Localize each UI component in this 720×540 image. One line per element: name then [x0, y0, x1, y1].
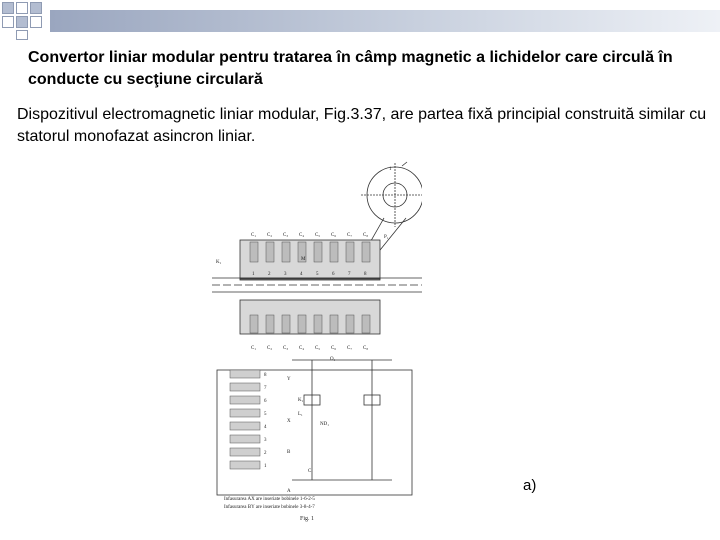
top-slot-label: C₅	[315, 233, 321, 238]
deco-square	[16, 16, 28, 28]
circuit-coil	[230, 383, 260, 391]
deco-square	[30, 16, 42, 28]
stator-slot	[314, 315, 322, 333]
fig-label-b: B	[287, 450, 291, 455]
figure-letter: a)	[523, 477, 537, 494]
stator-slot	[266, 315, 274, 333]
fig-label-m: M	[301, 257, 306, 262]
coil-number: 5	[316, 272, 319, 277]
stator-slot	[282, 242, 290, 262]
coil-number: 1	[252, 272, 255, 277]
stator-slot	[282, 315, 290, 333]
header-bar	[50, 10, 720, 32]
bottom-slot-label: C₂	[267, 346, 273, 351]
circuit-coil	[230, 396, 260, 404]
coil-number: 3	[284, 272, 287, 277]
bottom-slot-label: C₈	[363, 346, 369, 351]
fig-caption: Fig. 1	[300, 516, 315, 522]
bottom-slot-label: C₃	[283, 346, 289, 351]
top-slot-label: C₄	[299, 233, 305, 238]
fig-label-kd: K₁	[298, 398, 304, 403]
fig-label-k: K₁	[216, 260, 222, 265]
circuit-coil	[230, 448, 260, 456]
fig-label-p: P₁	[384, 235, 389, 240]
circuit-coil-number: 3	[264, 438, 267, 443]
stator-slot	[346, 242, 354, 262]
stator-bottom	[240, 300, 380, 334]
coil-number: 2	[268, 272, 271, 277]
stator-slot	[362, 315, 370, 333]
circuit-coil-number: 2	[264, 451, 267, 456]
stator-slot	[330, 242, 338, 262]
bottom-slot-label: C₄	[299, 346, 305, 351]
stator-slot	[330, 315, 338, 333]
fig-note-2: Infasurarea BY are inseriate bobinele 3-8-4-7	[224, 505, 315, 510]
fig-label-a: A	[287, 489, 291, 494]
circuit-coil	[230, 461, 260, 469]
deco-square	[16, 2, 28, 14]
stator-slot	[266, 242, 274, 262]
fig-label-c: C	[308, 469, 312, 474]
top-slot-label: C₆	[331, 233, 337, 238]
stator-slot	[346, 315, 354, 333]
slide-body: Dispozitivul electromagnetic liniar modular, Fig.3.37, are partea fixă principial construită similar cu statorul monofazat asincron liniar.	[17, 106, 707, 145]
bottom-slot-label: C₇	[347, 346, 353, 351]
fig-label-ld: L₁	[298, 412, 303, 417]
bottom-slot-label: C₅	[315, 346, 321, 351]
stator-slot	[298, 315, 306, 333]
circuit-coil-number: 5	[264, 412, 267, 417]
stator-slot	[250, 315, 258, 333]
top-slot-label: C₈	[363, 233, 369, 238]
fig-label-y: Y	[287, 377, 291, 382]
stator-slot	[314, 242, 322, 262]
circuit-coil-number: 6	[264, 399, 267, 404]
fig-label-nd: ND₁	[320, 422, 329, 427]
coil-number: 7	[348, 272, 351, 277]
circuit-coil	[230, 370, 260, 378]
circuit-coil	[230, 409, 260, 417]
bottom-slot-label: C₆	[331, 346, 337, 351]
fig-label-1: 1	[389, 167, 392, 172]
coil-number: 4	[300, 272, 303, 277]
fig-label-x: X	[287, 419, 291, 424]
deco-square	[2, 2, 14, 14]
fig-label-o: O₁	[330, 357, 336, 362]
deco-square	[16, 30, 28, 40]
circuit-coil	[230, 435, 260, 443]
top-slot-label: C₁	[251, 233, 257, 238]
stator-slot	[362, 242, 370, 262]
coil-number: 8	[364, 272, 367, 277]
top-slot-label: C₇	[347, 233, 353, 238]
circuit-coil	[230, 422, 260, 430]
top-slot-label: C₃	[283, 233, 289, 238]
circuit-coil-number: 1	[264, 464, 267, 469]
slide-title: Convertor liniar modular pentru tratarea în câmp magnetic a lichidelor care circulă în conducte cu secţiune circulară	[28, 49, 673, 88]
deco-square	[2, 16, 14, 28]
circuit-coil-number: 8	[264, 373, 267, 378]
coil-number: 6	[332, 272, 335, 277]
technical-figure	[212, 160, 422, 535]
bottom-slot-label: C₁	[251, 346, 257, 351]
circuit-coil-number: 7	[264, 386, 267, 391]
top-slot-label: C₂	[267, 233, 273, 238]
stator-slot	[250, 242, 258, 262]
fig-note-1: Infasurarea AX are inseriate bobinele 1-6-2-5	[224, 497, 315, 502]
stator-top	[240, 240, 380, 280]
deco-square	[30, 2, 42, 14]
circuit-coil-number: 4	[264, 425, 267, 430]
